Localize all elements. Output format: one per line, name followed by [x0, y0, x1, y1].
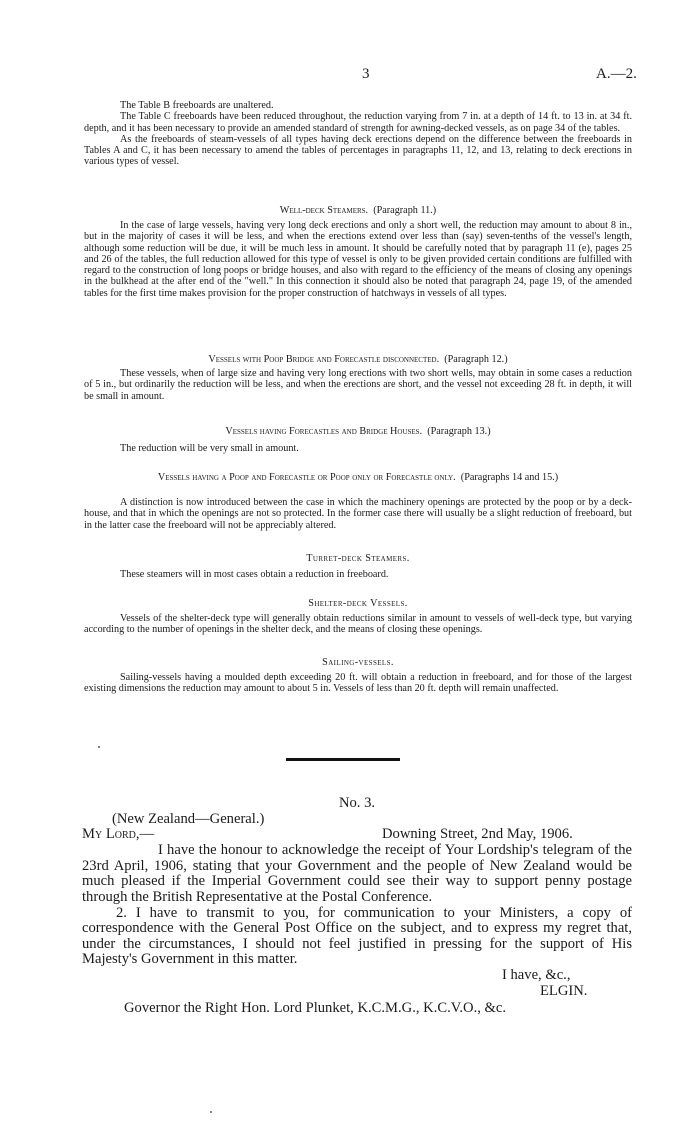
letter: [82, 796, 632, 1017]
section-heading: [84, 426, 632, 437]
section-text: A distinction is now introduced between the case in which the machinery openings are protected by the poop or by a deck-house, and that in which the openings are not so protected. In the former case there will usually be a slight reduction of freeboard, but in the latter case the freeboard will not be appreciably altered.: [84, 497, 632, 531]
page-reference: A.—2.: [596, 66, 637, 82]
paragraph-table-c: The Table C freeboards have been reduced throughout, the reduction varying from 7 in. at a depth of 14 ft. to 13 in. at 34 ft. depth, and it has been necessary to provide an amended standard of strength for awning-decked vessels, as on page 34 of the tables.: [84, 111, 632, 134]
section-poop-forecastle: [84, 472, 632, 483]
heading-ref: (Paragraph 12.): [444, 354, 508, 365]
section-turret: [84, 553, 632, 564]
paragraph-deck-erections: As the freeboards of steam-vessels of all types having deck erections depend on the difference between the freeboards in Tables A and C, it has been necessary to amend the tables of percentages in paragraphs 11, 12, and 13, relating to deck erections in various types of vessel.: [84, 133, 632, 168]
page-number: 3: [362, 66, 370, 82]
place-date: Downing Street, 2nd May, 1906.: [382, 826, 573, 843]
section-text: These steamers will in most cases obtain a reduction in freeboard.: [120, 569, 389, 580]
section-text: Sailing-vessels having a moulded depth exceeding 20 ft. will obtain a reduction in freeboard, and for those of the largest existing dimensions the reduction may amount to about 5 in. Vessels of less than 20 ft. depth will remain unaffected.: [84, 672, 632, 695]
section-forecastles-body: [84, 443, 632, 454]
salutation: My Lord,—: [82, 826, 155, 843]
scan-speck: [98, 746, 100, 748]
section-heading: [84, 205, 632, 216]
section-sailing: [84, 657, 632, 668]
section-shelter-body: [84, 613, 632, 636]
section-turret-body: [84, 569, 632, 580]
section-heading: Turret-deck Steamers.: [306, 553, 410, 564]
heading-title: Vessels having Forecastles and Bridge Houses.: [225, 426, 423, 437]
section-text: Vessels of the shelter-deck type will generally obtain reductions similar in amount to vessels of well-deck type, but varying according to the number of openings in the shelter deck, and the means of closing these openings.: [84, 613, 632, 636]
heading-ref: (Paragraph 13.): [427, 426, 491, 437]
section-well-deck-body: [84, 220, 632, 299]
section-heading: Sailing-vessels.: [322, 657, 394, 668]
letter-paragraph-2: 2. I have to transmit to you, for communication to your Ministers, a copy of correspondence with the General Post Office on the subject, and to express my regret that, under the circumstances, I should not feel justified in pressing for the support of His Majesty's Government in this matter.: [82, 904, 632, 968]
signature: ELGIN.: [540, 982, 588, 999]
heading-title: Well-deck Steamers.: [279, 205, 369, 216]
heading-ref: (Paragraph 11.): [373, 205, 437, 216]
section-poop-forecastle-body: [84, 497, 632, 531]
section-sailing-body: [84, 672, 632, 695]
letter-subject: (New Zealand—General.): [112, 810, 265, 827]
section-well-deck: [84, 205, 632, 216]
heading-title: Vessels with Poop Bridge and Forecastle disconnected.: [208, 354, 440, 365]
letter-heading-line: [82, 827, 632, 843]
section-forecastles: [84, 426, 632, 437]
letter-number: No. 3.: [338, 795, 376, 811]
paragraph-table-b: The Table B freeboards are unaltered.: [120, 100, 274, 111]
section-heading: [84, 472, 632, 483]
section-text: In the case of large vessels, having very long deck erections and only a short well, the reduction may amount to about 8 in., but in the majority of cases it will be less, and when the erections extend over less than (say) seven-tenths of the vessel's length, although some reduction will be due, it will be much less in amount. It should be carefully noted that by paragraph 11 (e), pages 25 and 26 of the tables, the full reduction allowed for this type of vessel is only to be given provided certain conditions are fulfilled with regard to the construction of long poops or bridge houses, and also with regard to the efficiency of the means of closing any openings in the bulkhead at the after end of the "well." In this connection it should also be noted that paragraph 24, page 19, of the amended tables for the first time makes provision for the proper construction of hatchways in vessels of all types.: [84, 220, 632, 299]
section-text: The reduction will be very small in amount.: [120, 443, 299, 454]
scan-speck: [210, 1111, 212, 1113]
section-shelter: [84, 598, 632, 609]
freeboard-intro: [84, 100, 632, 168]
heading-title: Vessels having a Poop and Forecastle or Poop only or Forecastle only.: [157, 472, 456, 483]
section-poop-bridge: [84, 354, 632, 365]
section-heading: Shelter-deck Vessels.: [308, 598, 408, 609]
section-text: These vessels, when of large size and having very long erections with two short wells, may obtain in some cases a reduction of 5 in., but ordinarily the reduction will be less, and when the erections are short, and the vessel not exceeding 28 ft. in depth, it will be small in amount.: [84, 368, 632, 402]
section-divider: [286, 758, 400, 761]
section-poop-bridge-body: [84, 368, 632, 402]
heading-ref: (Paragraphs 14 and 15.): [460, 472, 559, 483]
letter-paragraph-1: I have the honour to acknowledge the receipt of Your Lordship's telegram of the 23rd April, 1906, stating that your Government and the people of New Zealand would be much pleased if the Imperial Government could see their way to support penny postage through the British Representative at the Postal Conference.: [82, 842, 632, 905]
addressee: Governor the Right Hon. Lord Plunket, K.C.M.G., K.C.V.O., &c.: [124, 1000, 506, 1017]
closing: I have, &c.,: [502, 966, 571, 983]
section-heading: [84, 354, 632, 365]
